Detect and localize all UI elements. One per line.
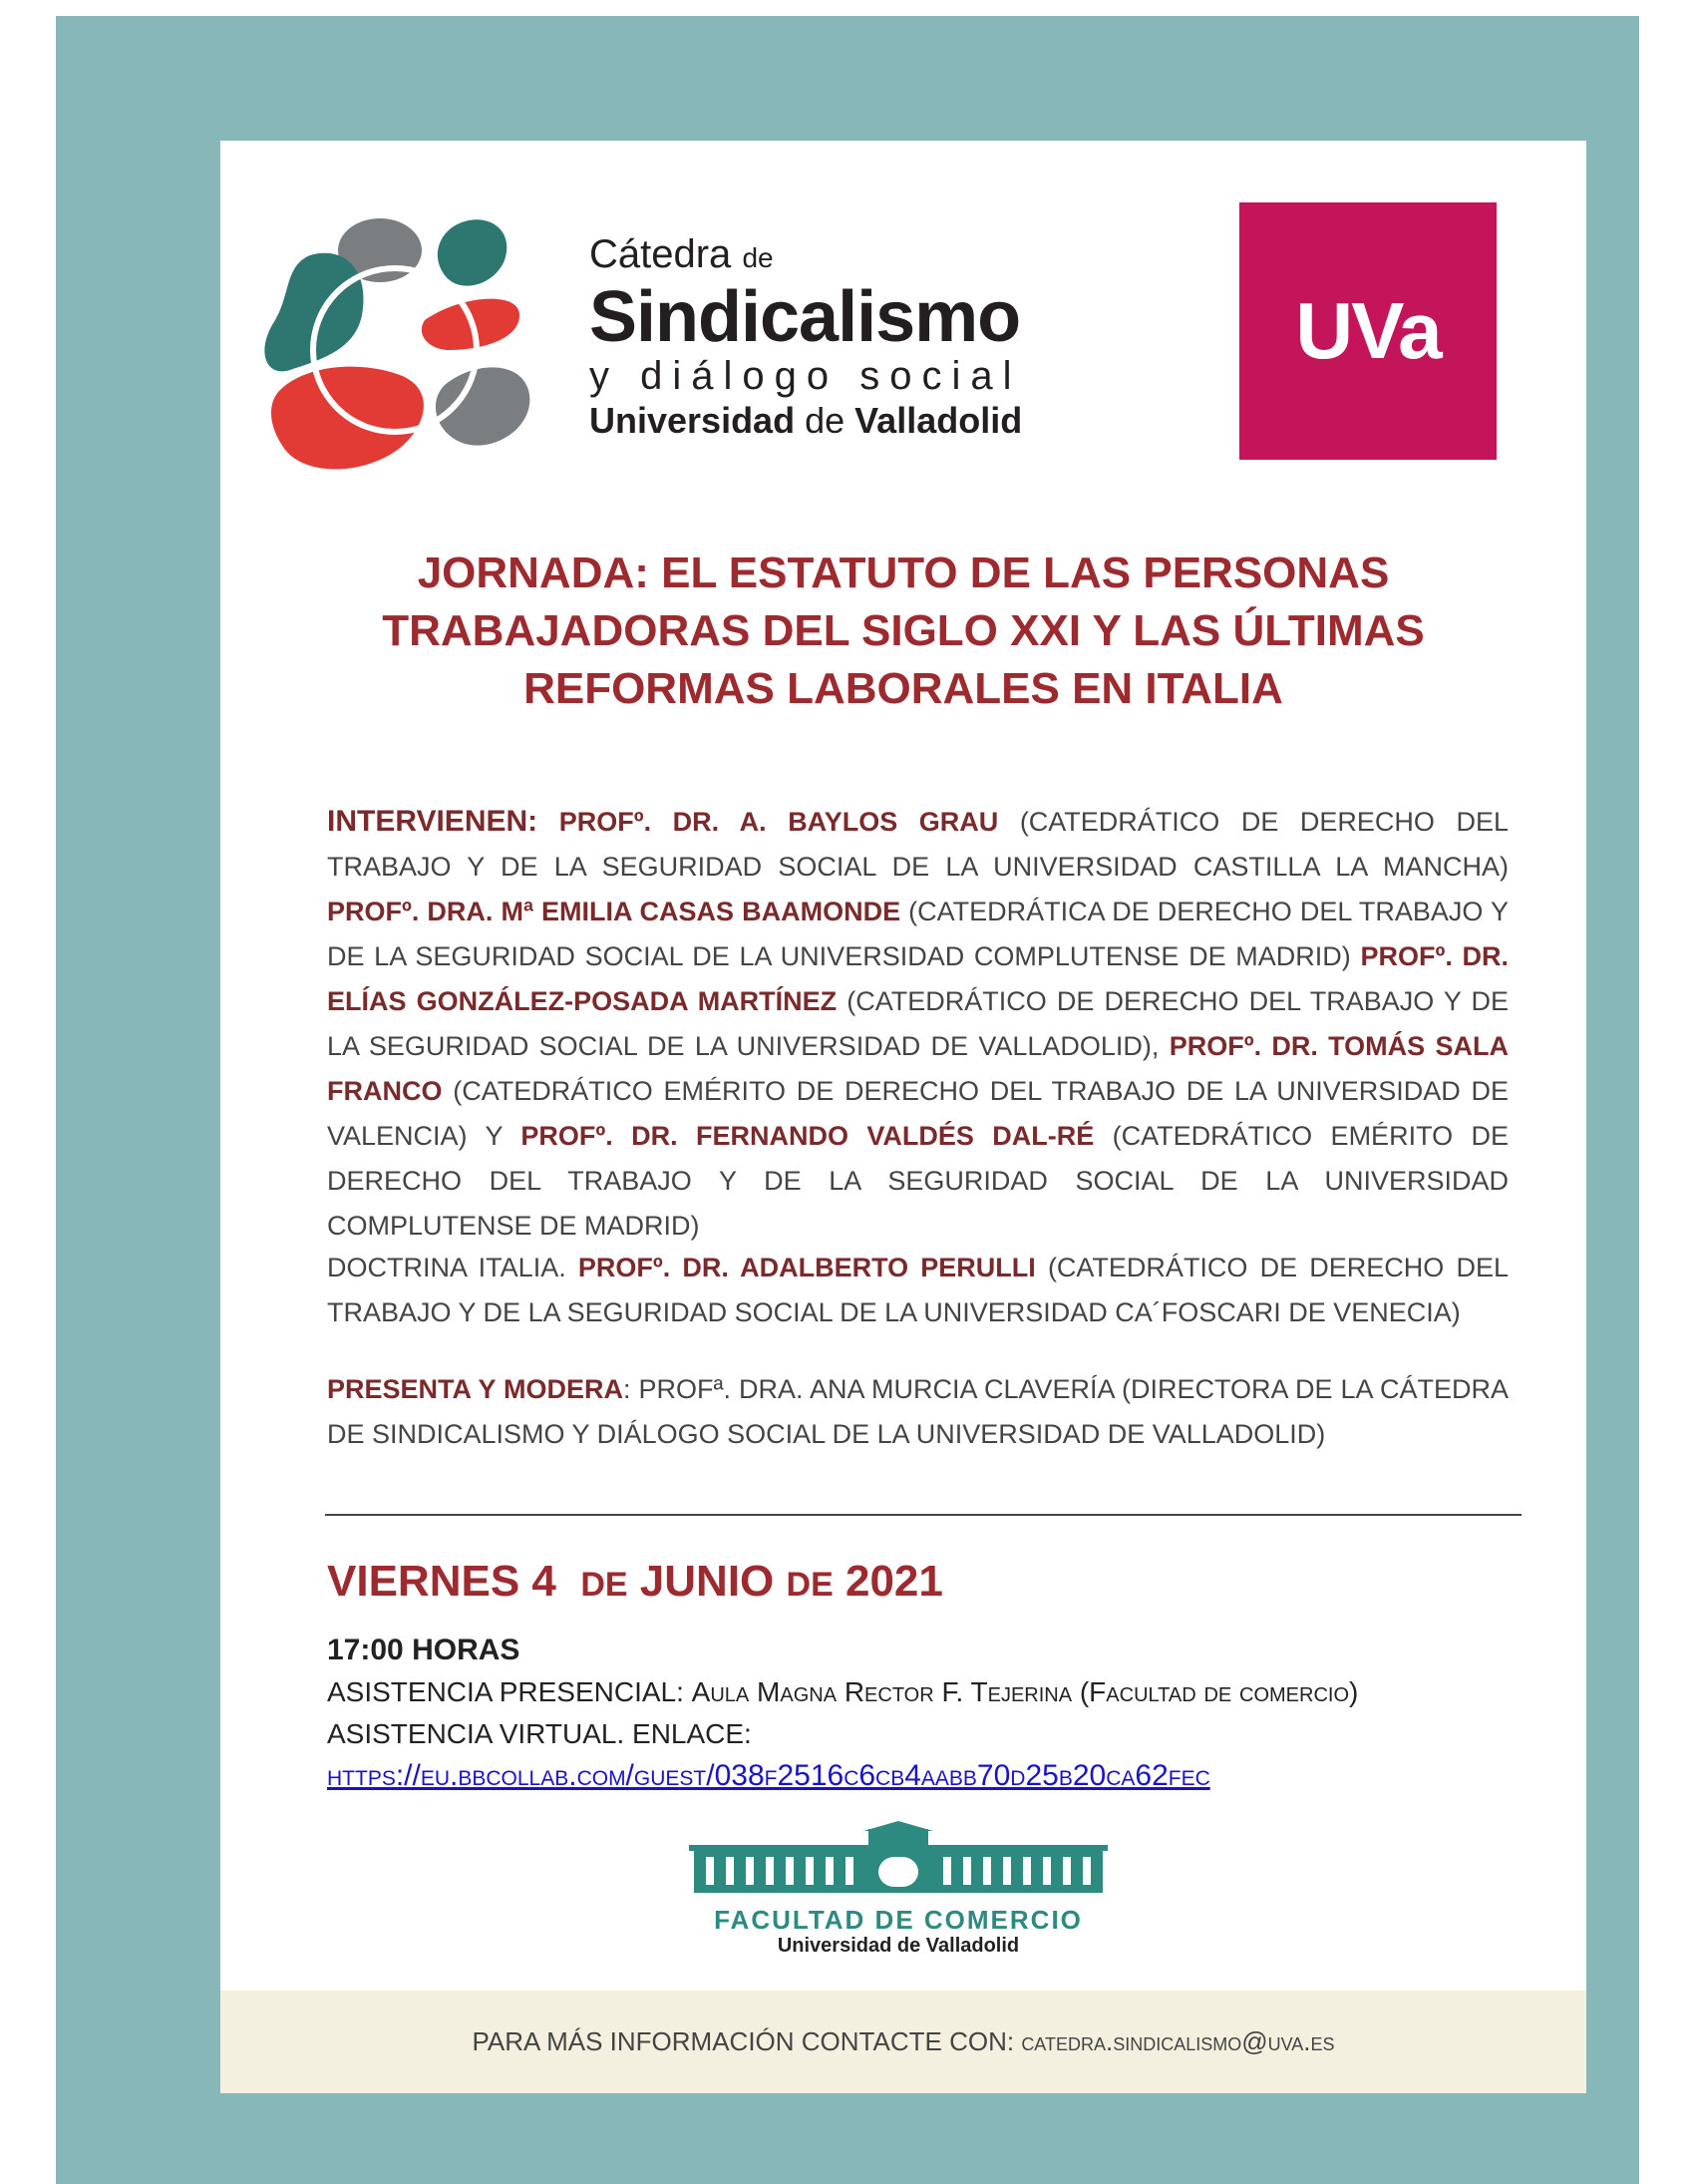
catedra-line3: y diálogo social bbox=[589, 354, 1022, 398]
moderator-label: PRESENTA Y MODERA bbox=[327, 1374, 623, 1404]
date-day: VIERNES 4 bbox=[327, 1557, 556, 1606]
catedra-line4: Universidad de Valladolid bbox=[589, 400, 1023, 441]
speaker-desc: (CATEDRÁTICO DE DERECHO DEL TRABAJO Y DE LA SEGURIDAD SOCIAL DE LA UNIVERSIDAD CASTILLA LA MANCHA) bbox=[327, 807, 1509, 882]
doctrina-desc: (CATEDRÁTICO DE DERECHO DEL TRABAJO Y DE LA SEGURIDAD SOCIAL DE LA UNIVERSIDAD CA´FOSCARI DE VENECIA) bbox=[327, 1253, 1509, 1327]
virtual-link[interactable]: https://eu.bbcollab.com/guest/038f2516c6cb4aabb70d25b20ca62fec bbox=[327, 1759, 1210, 1792]
attendance-presencial bbox=[327, 1671, 1358, 1713]
page-frame bbox=[56, 16, 1639, 2184]
footer-contact bbox=[220, 1991, 1586, 2093]
uva-logo: UVa bbox=[1239, 202, 1497, 460]
speaker-name: PROFº. DR. ELÍAS GONZÁLEZ-POSADA MARTÍNEZ bbox=[327, 941, 1509, 1016]
event-info bbox=[327, 1630, 1358, 1797]
flyer-page bbox=[220, 141, 1586, 2093]
presencial-value: Aula Magna Rector F. Tejerina (Facultad de comercio) bbox=[691, 1676, 1359, 1707]
date-month: JUNIO bbox=[639, 1557, 775, 1606]
facultad-building-icon bbox=[684, 1821, 1113, 1901]
date-de: DE bbox=[786, 1566, 834, 1604]
catedra-logo-graphic bbox=[250, 200, 549, 480]
facultad-logo bbox=[684, 1821, 1113, 1961]
facultad-university: Universidad de Valladolid bbox=[777, 1935, 1020, 1957]
doctrina-paragraph bbox=[327, 1246, 1509, 1335]
footer-email-link[interactable]: catedra.sindicalismo@uva.es bbox=[1021, 2026, 1335, 2056]
moderator-text: PROFª. DRA. ANA MURCIA CLAVERÍA (DIRECTORA DE LA CÁTEDRA DE SINDICALISMO Y DIÁLOGO SOCIAL DE LA UNIVERSIDAD DE VALLADOLID) bbox=[327, 1374, 1509, 1449]
event-title: JORNADA: EL ESTATUTO DE LAS PERSONAS TRABAJADORAS DEL SIGLO XXI Y LAS ÚLTIMAS REFORMAS LABORALES EN ITALIA bbox=[382, 548, 1425, 713]
attendance-virtual-label: ASISTENCIA VIRTUAL. ENLACE: bbox=[327, 1718, 752, 1749]
speaker-name: PROFº. DR. FERNANDO VALDÉS DAL-RÉ bbox=[520, 1121, 1095, 1151]
date-de: DE bbox=[580, 1566, 628, 1604]
date-year: 2021 bbox=[845, 1557, 943, 1606]
catedra-line2: Sindicalismo bbox=[589, 277, 1021, 357]
speaker-desc: (CATEDRÁTICO DE DERECHO DEL TRABAJO Y DE LA SEGURIDAD SOCIAL DE LA UNIVERSIDAD DE VALLADOLID), bbox=[327, 986, 1509, 1061]
moderator-colon: : bbox=[623, 1374, 631, 1404]
footer-label: PARA MÁS INFORMACIÓN CONTACTE CON: bbox=[472, 2026, 1015, 2056]
event-hours: 17:00 HORAS bbox=[327, 1634, 520, 1666]
speakers-label: INTERVIENEN: bbox=[327, 805, 538, 838]
facultad-name: FACULTAD DE COMERCIO bbox=[714, 1905, 1083, 1935]
speaker-name: PROFº. DR. A. BAYLOS GRAU bbox=[558, 807, 999, 837]
moderator-paragraph bbox=[327, 1367, 1509, 1457]
catedra-line1: Cátedra de bbox=[589, 232, 774, 276]
presencial-label: ASISTENCIA PRESENCIAL: bbox=[327, 1676, 684, 1707]
speaker-desc: (CATEDRÁTICO EMÉRITO DE DERECHO DEL TRABAJO Y DE LA SEGURIDAD SOCIAL DE LA UNIVERSIDAD COMPLUTENSE DE MADRID) bbox=[327, 1121, 1509, 1241]
catedra-logo-text bbox=[589, 232, 1022, 444]
speaker-desc: (CATEDRÁTICO EMÉRITO DE DERECHO DEL TRABAJO DE LA UNIVERSIDAD DE VALENCIA) Y bbox=[327, 1076, 1509, 1151]
doctrina-name: PROFº. DR. ADALBERTO PERULLI bbox=[577, 1253, 1036, 1282]
speaker-desc: (CATEDRÁTICA DE DERECHO DEL TRABAJO Y DE LA SEGURIDAD SOCIAL DE LA UNIVERSIDAD COMPLUTENSE DE MADRID) bbox=[327, 897, 1509, 971]
divider bbox=[325, 1514, 1522, 1516]
event-date bbox=[327, 1557, 943, 1607]
speakers-paragraph bbox=[327, 799, 1509, 1249]
speaker-name: PROFº. DRA. Mª EMILIA CASAS BAAMONDE bbox=[327, 897, 901, 926]
speaker-name: PROFº. DR. TOMÁS SALA FRANCO bbox=[327, 1031, 1509, 1106]
doctrina-label: DOCTRINA ITALIA. bbox=[327, 1253, 566, 1282]
